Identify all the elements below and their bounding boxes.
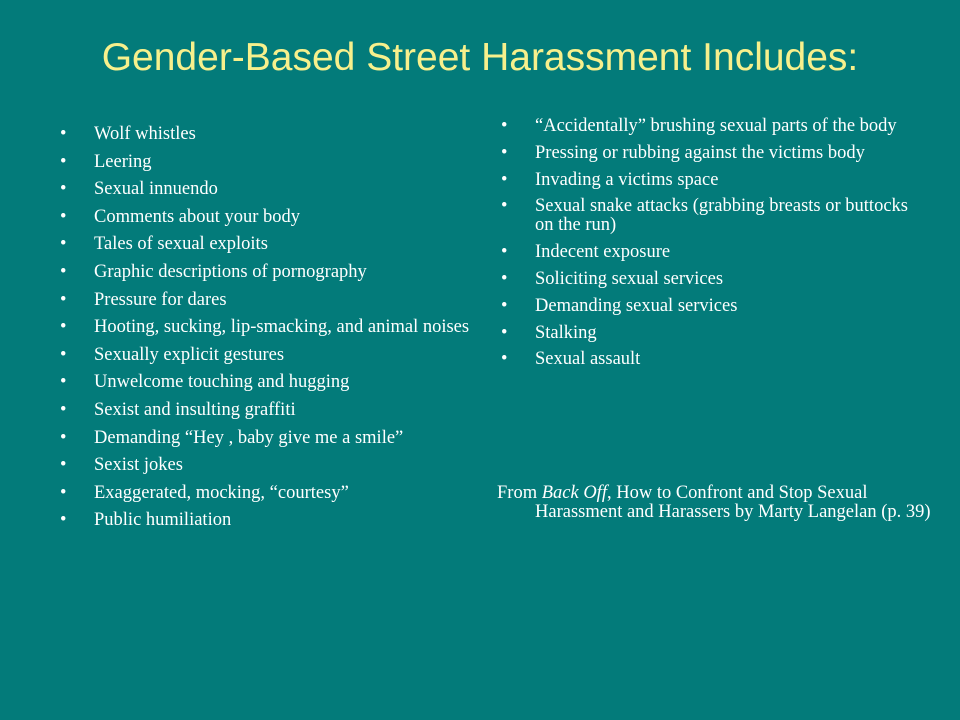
bullet-text: Pressing or rubbing against the victims body	[535, 142, 865, 163]
bullet-icon: •	[501, 268, 508, 289]
bullet-icon: •	[501, 116, 508, 136]
bullet-item	[60, 482, 474, 503]
bullet-item	[60, 455, 474, 476]
bullet-item	[60, 179, 474, 200]
left-bullet-list	[60, 124, 474, 539]
bullet-item	[60, 344, 474, 365]
bullet-icon: •	[60, 510, 67, 531]
bullet-item	[60, 372, 474, 393]
bullet-item	[60, 399, 474, 420]
bullet-icon: •	[501, 295, 508, 316]
bullet-text: Sexual snake attacks (grabbing breasts or buttocks on the run)	[535, 196, 908, 236]
source-book-title: Back Off	[541, 483, 607, 503]
bullet-text: Sexually explicit gestures	[94, 344, 285, 365]
bullet-text: Graphic descriptions of pornography	[94, 261, 367, 282]
bullet-item	[501, 268, 910, 289]
bullet-item	[501, 142, 910, 163]
bullet-icon: •	[60, 455, 67, 476]
bullet-text: Sexist jokes	[94, 455, 183, 476]
bullet-icon: •	[501, 196, 508, 217]
bullet-item	[60, 289, 474, 310]
bullet-icon: •	[60, 289, 67, 310]
bullet-item	[60, 317, 474, 338]
bullet-icon: •	[60, 317, 67, 338]
bullet-item	[60, 261, 474, 282]
bullet-text: Sexual innuendo	[94, 179, 218, 200]
bullet-item	[60, 510, 474, 531]
bullet-icon: •	[60, 234, 67, 255]
bullet-item	[60, 427, 474, 448]
bullet-item	[501, 349, 910, 370]
bullet-text: Public humiliation	[94, 510, 232, 531]
bullet-icon: •	[60, 399, 67, 420]
bullet-text: Wolf whistles	[94, 124, 196, 144]
bullet-icon: •	[60, 427, 67, 448]
bullet-text: “Accidentally” brushing sexual parts of the body	[535, 116, 897, 136]
bullet-icon: •	[501, 142, 508, 163]
bullet-text: Comments about your body	[94, 206, 301, 227]
bullet-icon: •	[501, 169, 508, 190]
bullet-text: Pressure for dares	[94, 289, 227, 310]
bullet-icon: •	[60, 179, 67, 200]
bullet-icon: •	[60, 206, 67, 227]
bullet-icon: •	[60, 151, 67, 172]
bullet-item	[501, 169, 910, 190]
bullet-item	[501, 242, 910, 263]
bullet-item	[501, 196, 910, 236]
bullet-item	[60, 206, 474, 227]
bullet-item	[501, 116, 910, 136]
bullet-icon: •	[501, 322, 508, 343]
bullet-text: Demanding “Hey , baby give me a smile”	[94, 427, 404, 448]
bullet-item	[501, 322, 910, 343]
bullet-icon: •	[60, 124, 67, 144]
bullet-item	[60, 124, 474, 144]
bullet-icon: •	[60, 261, 67, 282]
source-rest: , How to Confront and Stop Sexual Harassment and Harassers by Marty Langelan (p. 39)	[535, 483, 931, 522]
bullet-text: Sexual assault	[535, 349, 641, 370]
bullet-icon: •	[60, 482, 67, 503]
bullet-text: Sexist and insulting graffiti	[94, 399, 296, 420]
bullet-text: Indecent exposure	[535, 242, 671, 263]
bullet-icon: •	[501, 242, 508, 263]
slide-title: Gender-Based Street Harassment Includes:	[101, 36, 859, 79]
bullet-item	[60, 234, 474, 255]
bullet-icon: •	[501, 349, 508, 370]
bullet-text: Invading a victims space	[535, 169, 719, 190]
bullet-text: Leering	[94, 151, 152, 172]
bullet-text: Tales of sexual exploits	[94, 234, 268, 255]
right-bullet-list	[501, 116, 910, 377]
bullet-item	[501, 295, 910, 316]
source-prefix: From	[497, 483, 542, 503]
bullet-text: Unwelcome touching and hugging	[94, 372, 350, 393]
bullet-text: Hooting, sucking, lip-smacking, and animal noises	[94, 317, 470, 338]
bullet-icon: •	[60, 344, 67, 365]
bullet-text: Soliciting sexual services	[535, 268, 724, 289]
bullet-text: Exaggerated, mocking, “courtesy”	[94, 482, 349, 503]
source-citation	[497, 484, 935, 522]
bullet-text: Stalking	[535, 322, 597, 343]
bullet-icon: •	[60, 372, 67, 393]
bullet-text: Demanding sexual services	[535, 295, 738, 316]
bullet-item	[60, 151, 474, 172]
